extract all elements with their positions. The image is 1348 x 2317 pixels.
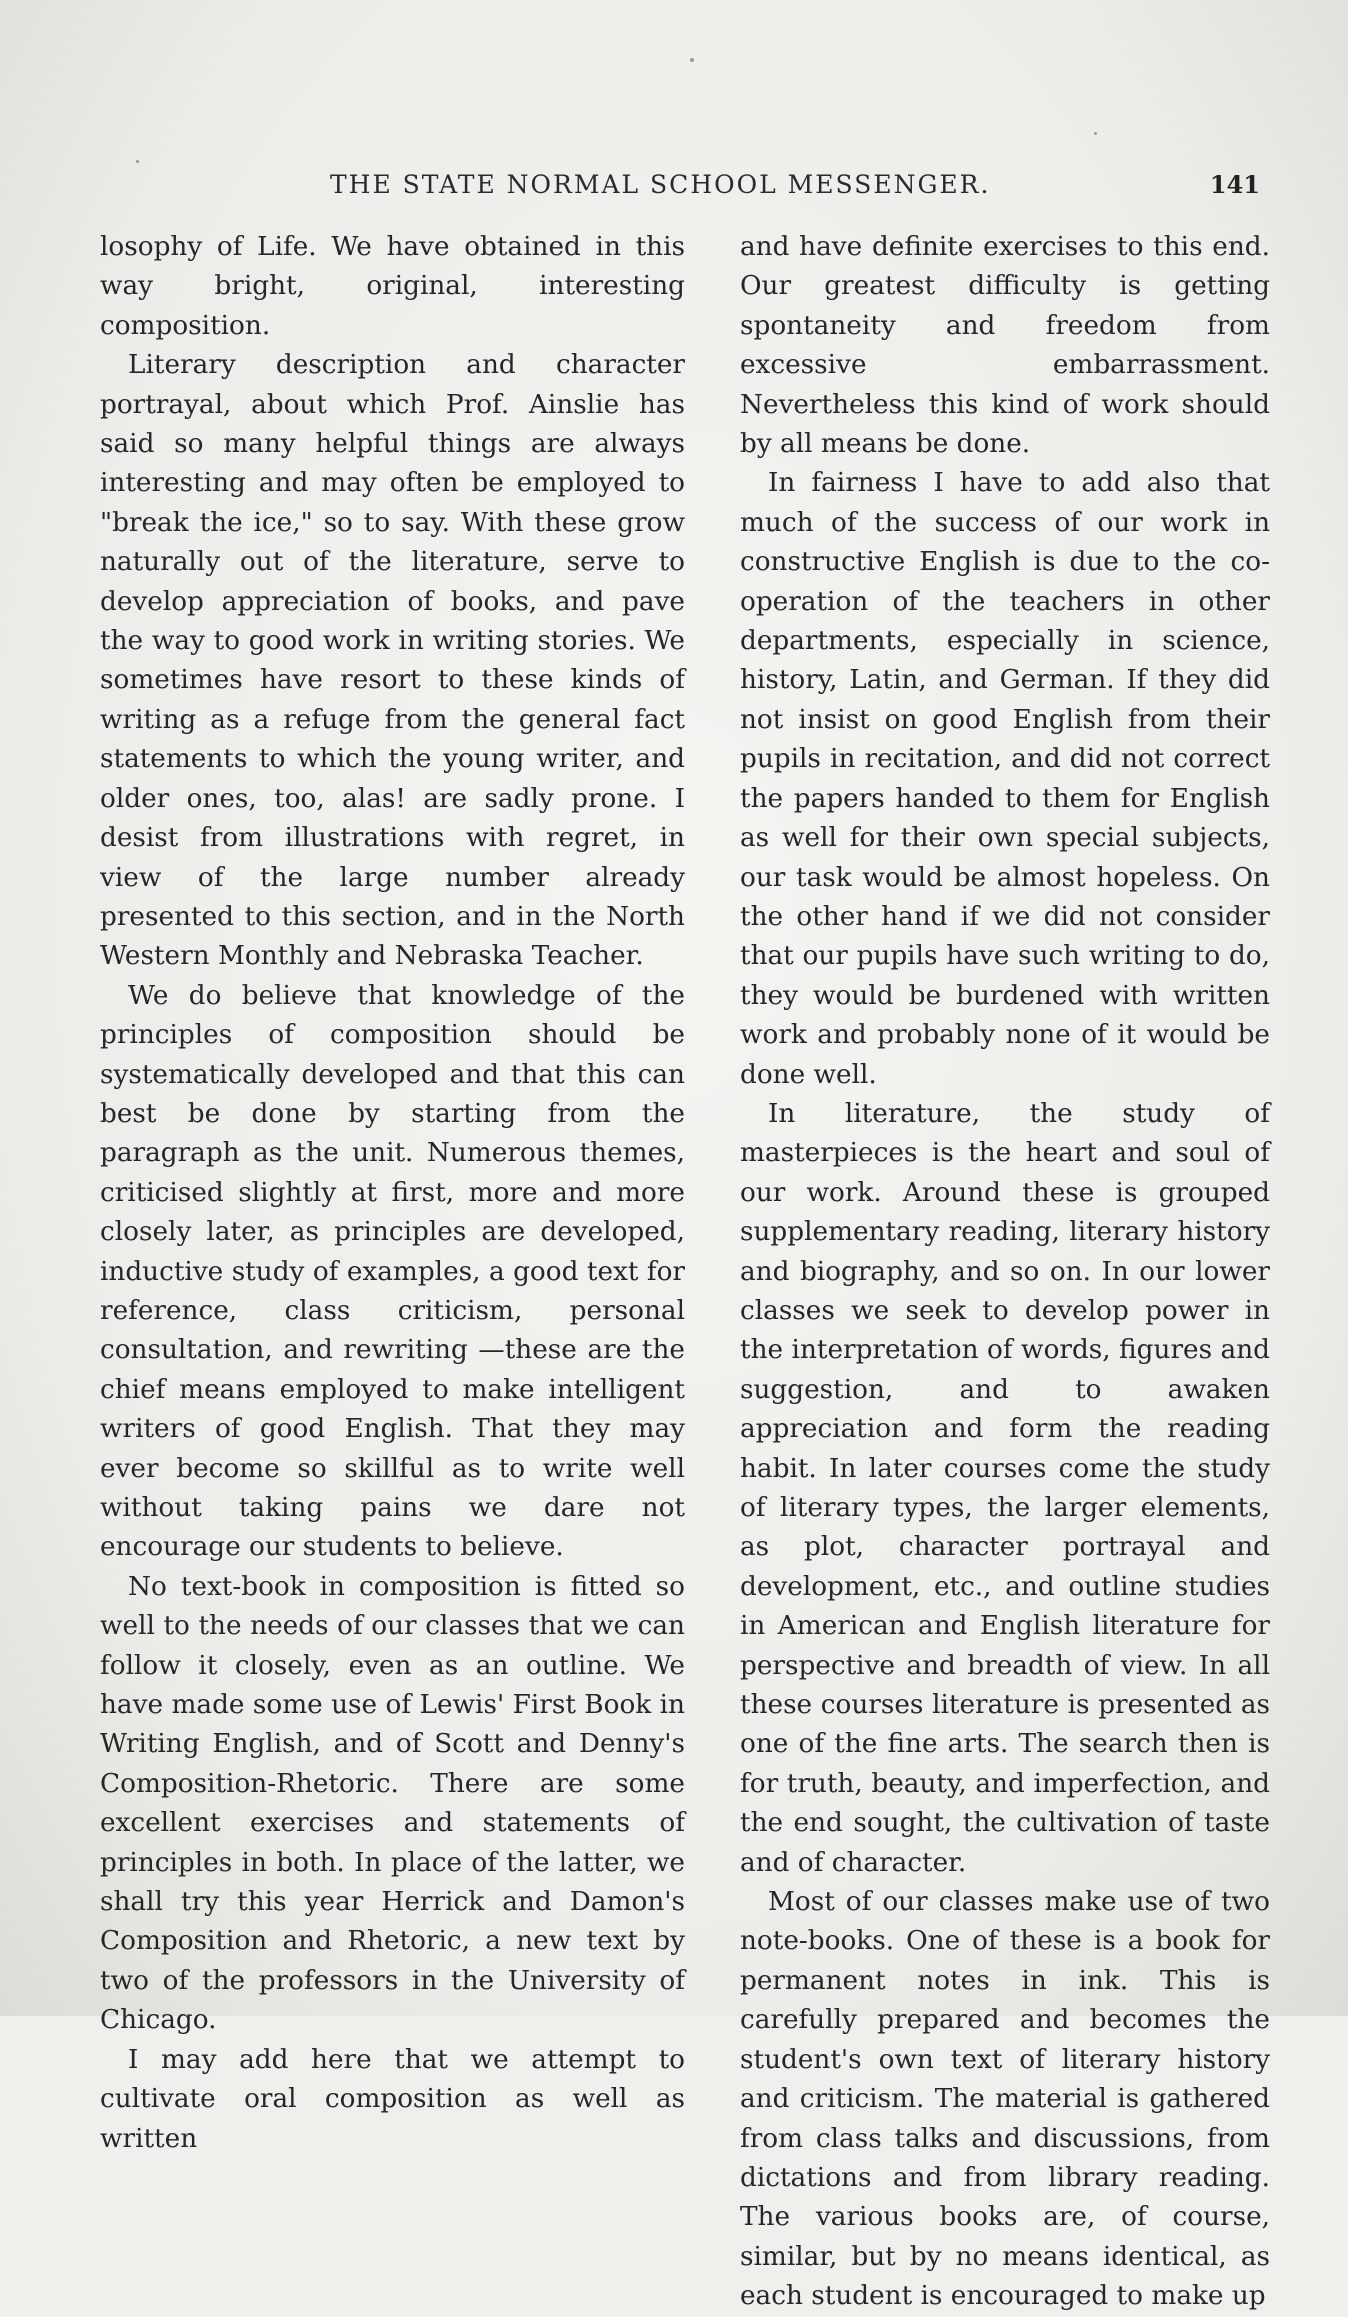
page-number: 141	[1209, 170, 1260, 199]
paragraph: Literary description and character portrayal, about which Prof. Ainslie has said so many helpful things are always interesting and may often be employed to "break the ice," so to say. With these grow naturally out of the literature, serve to develop appreciation of books, and pave the way to good work in writing stories. We sometimes have resort to these kinds of writing as a refuge from the general fact statements to which the young writer, and older ones, too, alas! are sadly prone. I desist from illustrations with regret, in view of the large number already presented to this section, and in the North Western Monthly and Nebraska Teacher.	[100, 350, 685, 972]
ink-speck	[690, 58, 694, 62]
paragraph: In fairness I have to add also that much of the success of our work in constructive English is due to the co-operation of the teachers in other departments, especially in science, history, Latin, and German. If they did not insist on good English from their pupils in recitation, and did not correct the papers handed to them for English as well for their own special subjects, our task would be almost hopeless. On the other hand if we did not consider that our pupils have such writing to do, they would be burdened with written work and probably none of it would be done well.	[740, 468, 1270, 1090]
paragraph: I may add here that we attempt to cultivate oral composition as well as written	[100, 2044, 685, 2154]
page-header	[300, 170, 1260, 210]
paragraph: losophy of Life. We have obtained in this way bright, original, interesting composition.	[100, 232, 685, 341]
right-column	[740, 228, 1270, 2317]
paragraph: In literature, the study of masterpieces is the heart and soul of our work. Around these is grouped supplementary reading, literary history and biography, and so on. In our lower classes we seek to develop power in the interpretation of words, figures and suggestion, and to awaken appreciation and form the reading habit. In later courses come the study of literary types, the larger elements, as plot, character portrayal and development, etc., and outline studies in American and English literature for perspective and breadth of view. In all these courses literature is presented as one of the fine arts. The search then is for truth, beauty, and imperfection, and the end sought, the cultivation of taste and of character.	[740, 1098, 1270, 1878]
ink-speck	[1094, 132, 1097, 135]
paragraph: and have definite exercises to this end. Our greatest difficulty is getting spontaneity and freedom from excessive embarrassment. Nevertheless this kind of work should by all means be done.	[740, 232, 1270, 460]
left-column	[100, 228, 685, 2159]
paragraph: We do believe that knowledge of the principles of composition should be systematically developed and that this can best be done by starting from the paragraph as the unit. Numerous themes, criticised slightly at first, more and more closely later, as principles are developed, inductive study of examples, a good text for reference, class criticism, personal consultation, and rewriting —these are the chief means employed to make intelligent writers of good English. That they may ever become so skillful as to write well without taking pains we dare not encourage our students to believe.	[100, 980, 685, 1563]
paragraph: Most of our classes make use of two note-books. One of these is a book for permanent notes in ink. This is carefully prepared and becomes the student's own text of literary history and criticism. The material is gathered from class talks and discussions, from dictations and from library reading. The various books are, of course, similar, but by no means identical, as each student is encouraged to make up	[740, 1887, 1270, 2312]
ink-speck	[136, 160, 139, 163]
paragraph: No text-book in composition is fitted so well to the needs of our classes that we can follow it closely, even as an outline. We have made some use of Lewis' First Book in Writing English, and of Scott and Denny's Composition-Rhetoric. There are some excellent exercises and statements of principles in both. In place of the latter, we shall try this year Herrick and Damon's Composition and Rhetoric, a new text by two of the professors in the University of Chicago.	[100, 1571, 685, 2036]
running-head: THE STATE NORMAL SCHOOL MESSENGER.	[330, 170, 991, 199]
